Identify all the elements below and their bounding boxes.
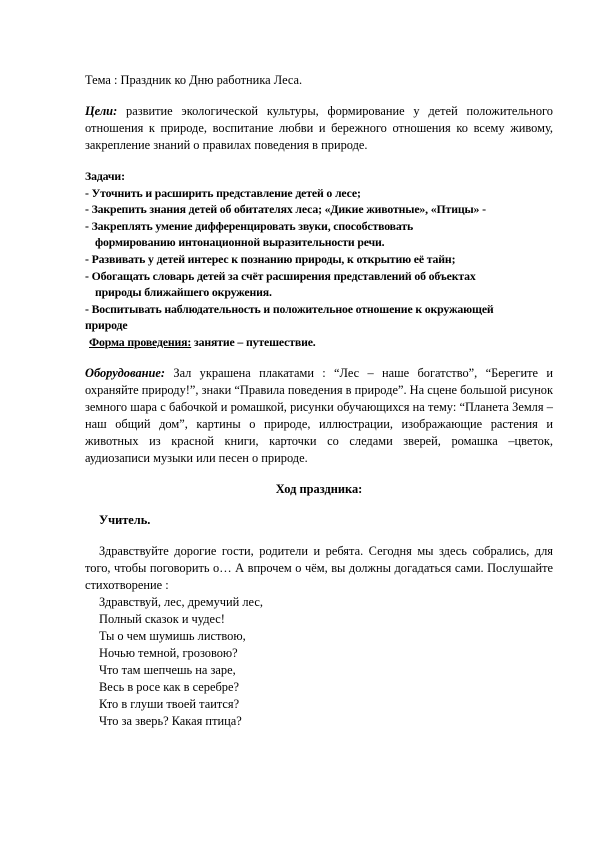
tasks-label: Задачи: — [85, 169, 125, 183]
task-item: - Закрепить знания детей об обитателях леса; «Дикие животные», «Птицы» - — [85, 202, 486, 217]
equipment-text: Зал украшена плакатами : “Лес – наше богатство”, “Берегите и охраняйте природу!”, знаки “Правила поведения в природе”. На сцене большой рисунок земного шара с бабочкой и ромашкой, рисунки обучающихся на тему: “Планета Земля – наш общий дом”, картины о природе, иллюстрации, изображающие растения и животных из красной книги, карточки со следами зверей, ромашка –цветок, аудиозаписи музыки или песен о природе. — [85, 365, 553, 465]
form-label: Форма проведения: — [89, 334, 192, 349]
goals-label: Цели: — [85, 104, 118, 118]
intro-paragraph: Здравствуйте дорогие гости, родители и ребята. Сегодня мы здесь собрались, для того, чтобы поговорить о… А впрочем о чём, вы должны догадаться сами. Послушайте стихотворение : — [85, 543, 553, 592]
poem-line: Кто в глуши твоей таится? — [99, 696, 240, 711]
task-item: - Развивать у детей интерес к познанию природы, к открытию её тайн; — [85, 251, 456, 266]
form-line — [85, 334, 553, 351]
poem-line: Что за зверь? Какая птица? — [99, 713, 242, 728]
poem-line: Ты о чем шумишь листвою, — [99, 628, 246, 643]
poem-line: Весь в росе как в серебре? — [99, 679, 239, 694]
equipment-paragraph — [85, 365, 553, 467]
task-item: формированию интонационной выразительности речи. — [95, 235, 385, 250]
poem-line: Ночью темной, грозовою? — [99, 645, 238, 660]
form-text: занятие – путешествие. — [191, 334, 316, 349]
task-item: природе — [85, 318, 128, 333]
poem-line: Что там шепчешь на заре, — [99, 662, 236, 677]
speaker-label: Учитель. — [99, 512, 151, 527]
task-item: природы ближайшего окружения. — [95, 285, 272, 300]
document-page — [85, 72, 553, 730]
task-item: - Воспитывать наблюдательность и положительное отношение к окружающей — [85, 301, 494, 316]
goals-text: развитие экологической культуры, формирование у детей положительного отношения к природе, воспитание любви и бережного отношения ко всему живому, закрепление знаний о правилах поведения в природе. — [85, 104, 553, 152]
poem-line: Здравствуй, лес, дремучий лес, — [99, 594, 263, 609]
poem — [99, 594, 553, 730]
equipment-label: Оборудование: — [85, 365, 166, 380]
poem-line: Полный сказок и чудес! — [99, 611, 225, 626]
task-item: - Обогащать словарь детей за счёт расширения представлений об объектах — [85, 268, 476, 283]
goals-paragraph — [85, 103, 553, 154]
tasks-section — [85, 168, 553, 351]
progress-heading: Ход праздника: — [275, 481, 363, 496]
task-item: - Закреплять умение дифференцировать звуки, способствовать — [85, 218, 414, 233]
task-item: - Уточнить и расширить представление детей о лесе; — [85, 185, 361, 200]
document-title: Тема : Праздник ко Дню работника Леса. — [85, 73, 303, 87]
